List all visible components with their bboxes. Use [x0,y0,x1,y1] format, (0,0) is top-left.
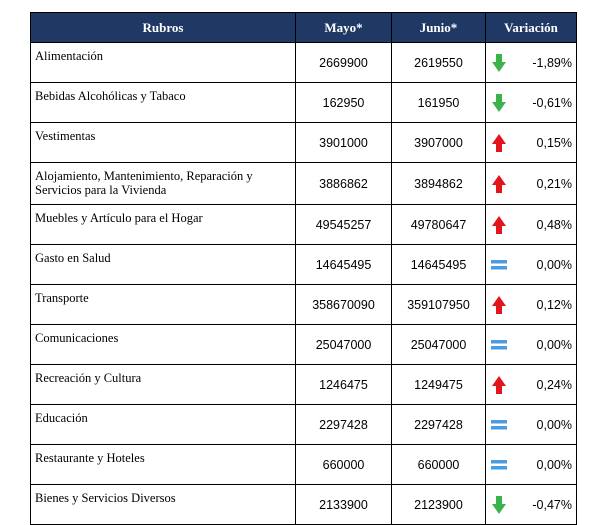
variacion-cell [486,325,577,365]
variacion-cell [486,365,577,405]
variacion-value: -0,61% [532,95,572,110]
variacion-cell [486,485,577,525]
junio-cell: 49780647 [392,205,486,245]
variacion-cell [486,163,577,205]
variacion-value: 0,00% [536,417,572,432]
green-down-arrow-icon [490,53,508,73]
rubro-cell: Alimentación [31,43,296,83]
variacion-value: 0,00% [536,337,572,352]
mayo-cell: 14645495 [296,245,392,285]
table-row [31,83,577,123]
junio-cell: 3894862 [392,163,486,205]
rubro-cell: Alojamiento, Mantenimiento, Reparación y Servicios para la Vivienda [31,163,296,205]
junio-cell: 2297428 [392,405,486,445]
variacion-value: 0,12% [536,297,572,312]
junio-cell: 161950 [392,83,486,123]
junio-cell: 2123900 [392,485,486,525]
table-row [31,325,577,365]
variacion-value: -1,89% [532,55,572,70]
mayo-cell: 3886862 [296,163,392,205]
mayo-cell: 1246475 [296,365,392,405]
mayo-cell: 25047000 [296,325,392,365]
header-rubros: Rubros [31,13,296,43]
mayo-cell: 2297428 [296,405,392,445]
table-row [31,245,577,285]
junio-cell: 1249475 [392,365,486,405]
junio-cell: 25047000 [392,325,486,365]
variacion-value: 0,24% [536,377,572,392]
green-down-arrow-icon [490,93,508,113]
red-up-arrow-icon [490,133,508,153]
variacion-cell [486,445,577,485]
mayo-cell: 49545257 [296,205,392,245]
junio-cell: 2619550 [392,43,486,83]
mayo-cell: 2669900 [296,43,392,83]
table-row [31,405,577,445]
blue-equals-icon [490,255,508,275]
junio-cell: 660000 [392,445,486,485]
green-down-arrow-icon [490,495,508,515]
junio-cell: 359107950 [392,285,486,325]
header-variacion: Variación [486,13,577,43]
variacion-cell [486,205,577,245]
rubro-cell: Transporte [31,285,296,325]
rubro-cell: Gasto en Salud [31,245,296,285]
rubro-cell: Vestimentas [31,123,296,163]
rubro-cell: Restaurante y Hoteles [31,445,296,485]
mayo-cell: 660000 [296,445,392,485]
junio-cell: 3907000 [392,123,486,163]
table-row [31,205,577,245]
header-junio: Junio* [392,13,486,43]
rubro-cell: Educación [31,405,296,445]
blue-equals-icon [490,415,508,435]
table-header-row [31,13,577,43]
header-mayo: Mayo* [296,13,392,43]
table-row [31,485,577,525]
price-variation-table-container [30,12,576,525]
price-variation-table [30,12,577,525]
table-row [31,285,577,325]
variacion-cell [486,43,577,83]
variacion-cell [486,245,577,285]
rubro-cell: Bienes y Servicios Diversos [31,485,296,525]
red-up-arrow-icon [490,375,508,395]
table-row [31,365,577,405]
rubro-cell: Muebles y Artículo para el Hogar [31,205,296,245]
variacion-value: 0,00% [536,457,572,472]
table-row [31,445,577,485]
red-up-arrow-icon [490,215,508,235]
mayo-cell: 358670090 [296,285,392,325]
variacion-value: 0,15% [536,135,572,150]
variacion-value: 0,21% [536,176,572,191]
red-up-arrow-icon [490,295,508,315]
red-up-arrow-icon [490,174,508,194]
variacion-value: 0,00% [536,257,572,272]
rubro-cell: Recreación y Cultura [31,365,296,405]
rubro-cell: Bebidas Alcohólicas y Tabaco [31,83,296,123]
variacion-value: 0,48% [536,217,572,232]
blue-equals-icon [490,335,508,355]
rubro-cell: Comunicaciones [31,325,296,365]
variacion-cell [486,123,577,163]
table-row [31,163,577,205]
blue-equals-icon [490,455,508,475]
variacion-cell [486,285,577,325]
mayo-cell: 2133900 [296,485,392,525]
variacion-value: -0,47% [532,497,572,512]
junio-cell: 14645495 [392,245,486,285]
variacion-cell [486,83,577,123]
table-body [31,43,577,525]
table-row [31,43,577,83]
mayo-cell: 3901000 [296,123,392,163]
table-row [31,123,577,163]
mayo-cell: 162950 [296,83,392,123]
variacion-cell [486,405,577,445]
